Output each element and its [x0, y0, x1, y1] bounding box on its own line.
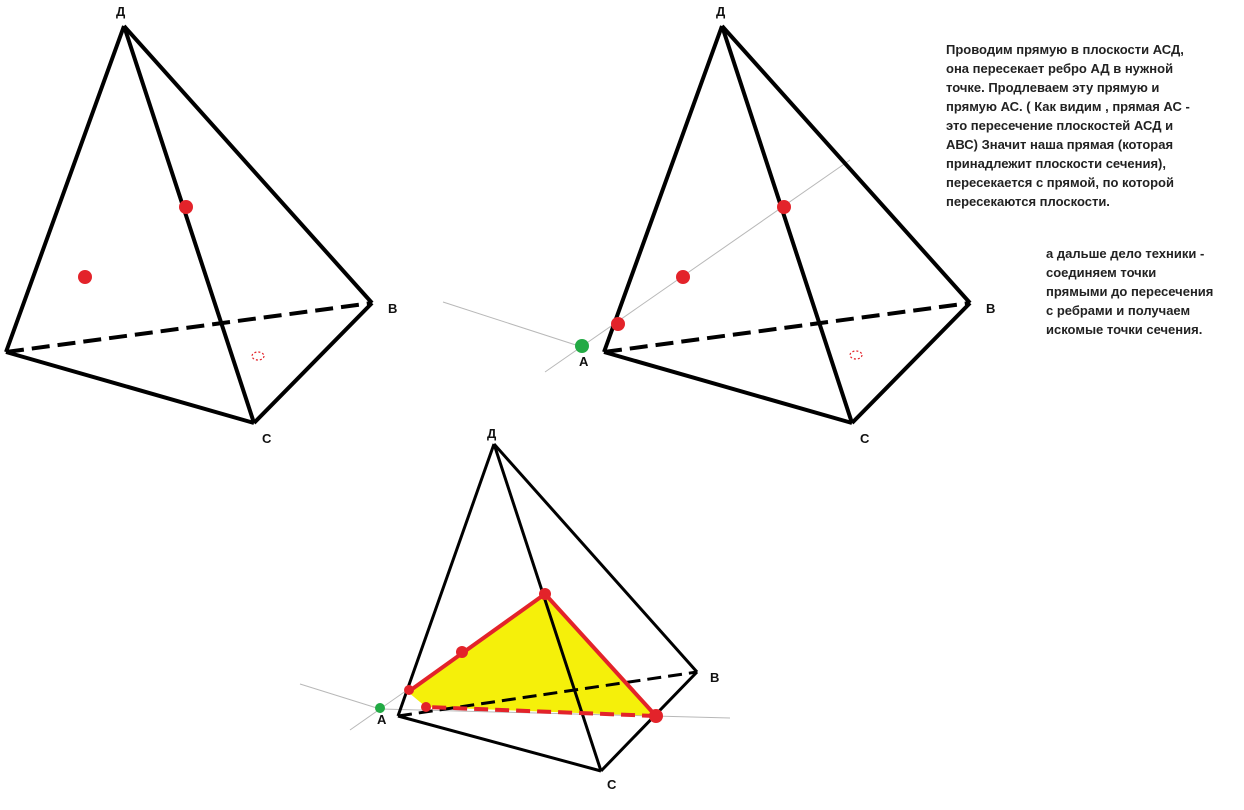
label-B: B	[710, 670, 720, 685]
explanation-line: прямыми до пересечения	[1046, 284, 1214, 299]
label-C: C	[860, 431, 870, 446]
edge-DC	[124, 26, 254, 423]
edge-AB-hidden	[6, 303, 372, 352]
edge-AC	[6, 352, 254, 423]
point-on-face-ACD	[676, 270, 690, 284]
auxiliary-line	[300, 684, 380, 709]
explanation-text	[946, 40, 1236, 211]
explanation-line: это пересечение плоскостей АСД и	[946, 118, 1174, 133]
edge-AC	[604, 352, 852, 423]
edge-CB	[852, 303, 970, 423]
label-B: B	[986, 301, 996, 316]
figure-2-pyramid	[443, 4, 995, 446]
auxiliary-line	[443, 302, 582, 347]
edge-DA	[6, 26, 124, 352]
section-point-on-AB	[421, 702, 431, 712]
point-on-face-ABC-outline	[252, 352, 264, 360]
edge-DA	[604, 26, 722, 352]
label-C: C	[607, 777, 617, 792]
explanation-line: она пересекает ребро АД в нужной	[946, 61, 1174, 76]
label-D: Д	[716, 4, 726, 19]
edge-DB	[124, 26, 372, 303]
figure-3-pyramid	[300, 426, 730, 792]
label-A: A	[377, 712, 387, 727]
explanation-line: точке. Продлеваем эту прямую и	[946, 80, 1160, 95]
point-on-face-ABC-outline	[850, 351, 862, 359]
explanation-line: принадлежит плоскости сечения),	[946, 156, 1166, 171]
label-A: A	[579, 354, 589, 369]
explanation-line: АВС) Значит наша прямая (которая	[946, 137, 1174, 152]
edge-DC	[722, 26, 852, 423]
explanation-line: с ребрами и получаем	[1046, 303, 1191, 318]
intersection-point-with-line-AC	[575, 339, 589, 353]
edge-DB	[722, 26, 970, 303]
explanation-line: соединяем точки	[1046, 265, 1157, 280]
explanation-line: прямую АС. ( Как видим , прямая АС -	[946, 99, 1190, 114]
explanation-line: а дальше дело техники -	[1046, 246, 1205, 261]
secondary-explanation-text	[1046, 244, 1236, 339]
point-on-edge-DA	[611, 317, 625, 331]
section-point-on-CB	[649, 709, 663, 723]
point-on-face-ACD	[78, 270, 92, 284]
explanation-line: пересекается с прямой, по которой	[946, 175, 1174, 190]
point-on-edge-DC	[777, 200, 791, 214]
explanation-line: искомые точки сечения.	[1046, 322, 1203, 337]
explanation-line: пересекаются плоскости.	[946, 194, 1110, 209]
point-on-face-ACD	[456, 646, 468, 658]
section-point-on-DA	[404, 685, 414, 695]
edge-DC	[494, 444, 601, 771]
label-C: C	[262, 431, 272, 446]
edge-CB	[254, 303, 372, 423]
point-on-edge-DC	[179, 200, 193, 214]
figure-1-pyramid	[6, 4, 397, 446]
explanation-line: Проводим прямую в плоскости АСД,	[946, 42, 1184, 57]
edge-AC	[398, 716, 601, 771]
edge-AB-hidden	[604, 303, 970, 352]
label-D: Д	[116, 4, 126, 19]
label-D: Д	[487, 426, 497, 441]
section-point-on-DC	[539, 588, 551, 600]
label-B: B	[388, 301, 398, 316]
